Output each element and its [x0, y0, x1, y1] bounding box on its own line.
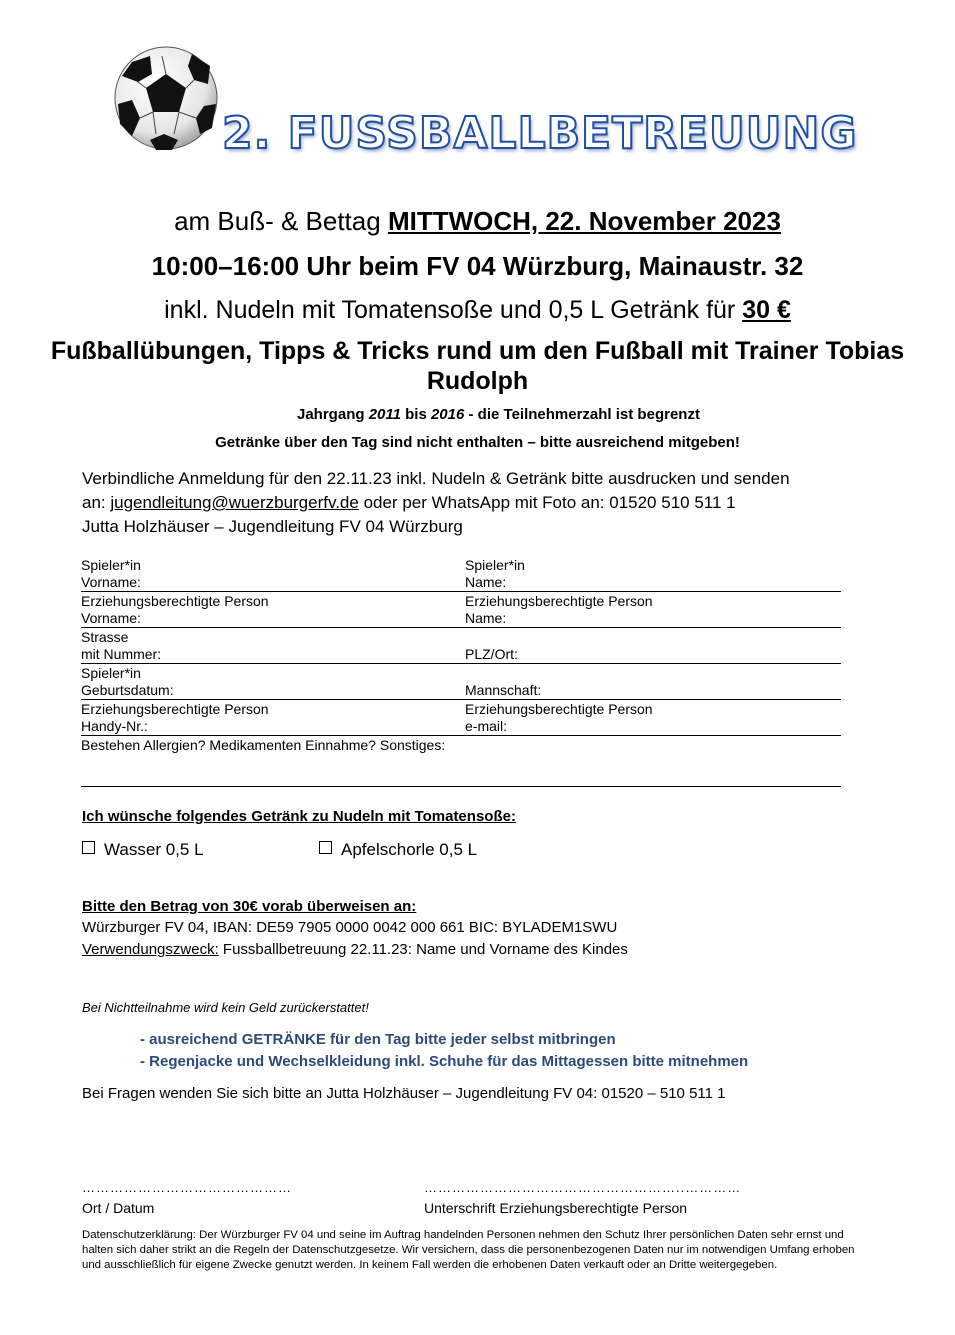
- option-apple-spritzer[interactable]: Apfelschorle 0,5 L: [319, 840, 477, 860]
- form-row-contact[interactable]: [81, 700, 841, 736]
- questions-contact: Bei Fragen wenden Sie sich bitte an Jutta Holzhäuser – Jugendleitung FV 04: 01520 – 510 511 1: [82, 1085, 726, 1102]
- age-group-line: Jahrgang 2011 bis 2016 - die Teilnehmerzahl ist begrenzt: [297, 406, 700, 423]
- field-player-firstname[interactable]: Spieler*in Vorname:: [81, 557, 141, 590]
- field-team[interactable]: Mannschaft:: [465, 682, 542, 698]
- place-date-label: Ort / Datum: [82, 1200, 155, 1216]
- apple-spritzer-checkbox[interactable]: [319, 841, 332, 854]
- form-row-guardian-name[interactable]: [81, 592, 841, 628]
- drinks-notice: Getränke über den Tag sind nicht enthalten – bitte ausreichend mitgeben!: [215, 434, 740, 451]
- refund-notice: Bei Nichtteilnahme wird kein Geld zurückerstattet!: [82, 1000, 369, 1015]
- privacy-statement: Datenschutzerklärung: Der Würzburger FV 04 und seine im Auftrag handelnden Personen nehmen den Schutz Ihrer persönlichen Daten sehr ernst und halten sich daher strikt an die Regeln der Datenschutzgesetze. Wir versichern, dass die personenbezogenen Daten nur im notwendigen Umfang erhoben und ausschließlich für eigene Zwecke genutzt werden. In keinem Fall werden die erhobenen Daten verkauft oder an Dritte weitergegeben.: [82, 1229, 855, 1271]
- payment-heading: Bitte den Betrag von 30€ vorab überweisen an:: [82, 898, 417, 915]
- email-link[interactable]: jugendleitung@wuerzburgerfv.de: [110, 493, 359, 512]
- soccer-ball-icon: [112, 44, 220, 152]
- bullet-clothing: - Regenjacke und Wechselkleidung inkl. Schuhe für das Mittagessen bitte mitnehmen: [140, 1053, 749, 1070]
- field-birthdate[interactable]: Spieler*in Geburtsdatum:: [81, 665, 174, 698]
- field-phone[interactable]: Erziehungsberechtigte Person Handy-Nr.:: [81, 701, 269, 734]
- event-description: Fußballübungen, Tipps & Tricks rund um den Fußball mit Trainer Tobias Rudolph: [50, 337, 905, 395]
- water-checkbox[interactable]: [82, 841, 95, 854]
- bullet-drinks: - ausreichend GETRÄNKE für den Tag bitte jeder selbst mitbringen: [140, 1031, 616, 1048]
- event-date-line: am Buß- & Bettag MITTWOCH, 22. November 2023: [174, 206, 781, 236]
- page-title: 2. FUSSBALLBETREUUNG: [222, 108, 858, 159]
- bank-details: Würzburger FV 04, IBAN: DE59 7905 0000 0042 000 661 BIC: BYLADEM1SWU: [82, 919, 618, 936]
- registration-info: Verbindliche Anmeldung für den 22.11.23 inkl. Nudeln & Getränk bitte ausdrucken und senden an: jugendleitung@wuerzburgerfv.de oder per WhatsApp mit Foto an: 01520 510 511 1 Jutta Holzhäuser – Jugendleitung FV 04 Würzburg: [82, 469, 790, 536]
- field-allergies[interactable]: Bestehen Allergien? Medikamenten Einnahme? Sonstiges:: [81, 737, 446, 753]
- drink-heading: Ich wünsche folgendes Getränk zu Nudeln mit Tomatensoße:: [82, 808, 516, 825]
- signature-label: Unterschrift Erziehungsberechtigte Person: [424, 1200, 688, 1216]
- signature-line[interactable]: ………………………………………………..…………: [424, 1180, 742, 1195]
- form-row-birthdate[interactable]: [81, 664, 841, 700]
- place-date-line[interactable]: ………………………………………: [82, 1180, 292, 1195]
- field-street[interactable]: Strasse mit Nummer:: [81, 629, 162, 662]
- payment-purpose: Verwendungszweck: Fussballbetreuung 22.11.23: Name und Vorname des Kindes: [82, 941, 628, 958]
- field-guardian-firstname[interactable]: Erziehungsberechtigte Person Vorname:: [81, 593, 269, 626]
- field-email[interactable]: Erziehungsberechtigte Person e-mail:: [465, 701, 653, 734]
- form-row-address[interactable]: [81, 628, 841, 664]
- form-row-allergies[interactable]: [81, 736, 841, 787]
- field-guardian-lastname[interactable]: Erziehungsberechtigte Person Name:: [465, 593, 653, 626]
- option-water[interactable]: Wasser 0,5 L: [82, 840, 204, 860]
- field-zip-city[interactable]: PLZ/Ort:: [465, 646, 518, 662]
- form-row-player-name[interactable]: [81, 556, 841, 592]
- event-time-location: 10:00–16:00 Uhr beim FV 04 Würzburg, Mainaustr. 32: [151, 251, 804, 281]
- field-player-lastname[interactable]: Spieler*in Name:: [465, 557, 525, 590]
- event-price-line: inkl. Nudeln mit Tomatensoße und 0,5 L Getränk für 30 €: [164, 296, 791, 324]
- registration-form: [81, 556, 841, 787]
